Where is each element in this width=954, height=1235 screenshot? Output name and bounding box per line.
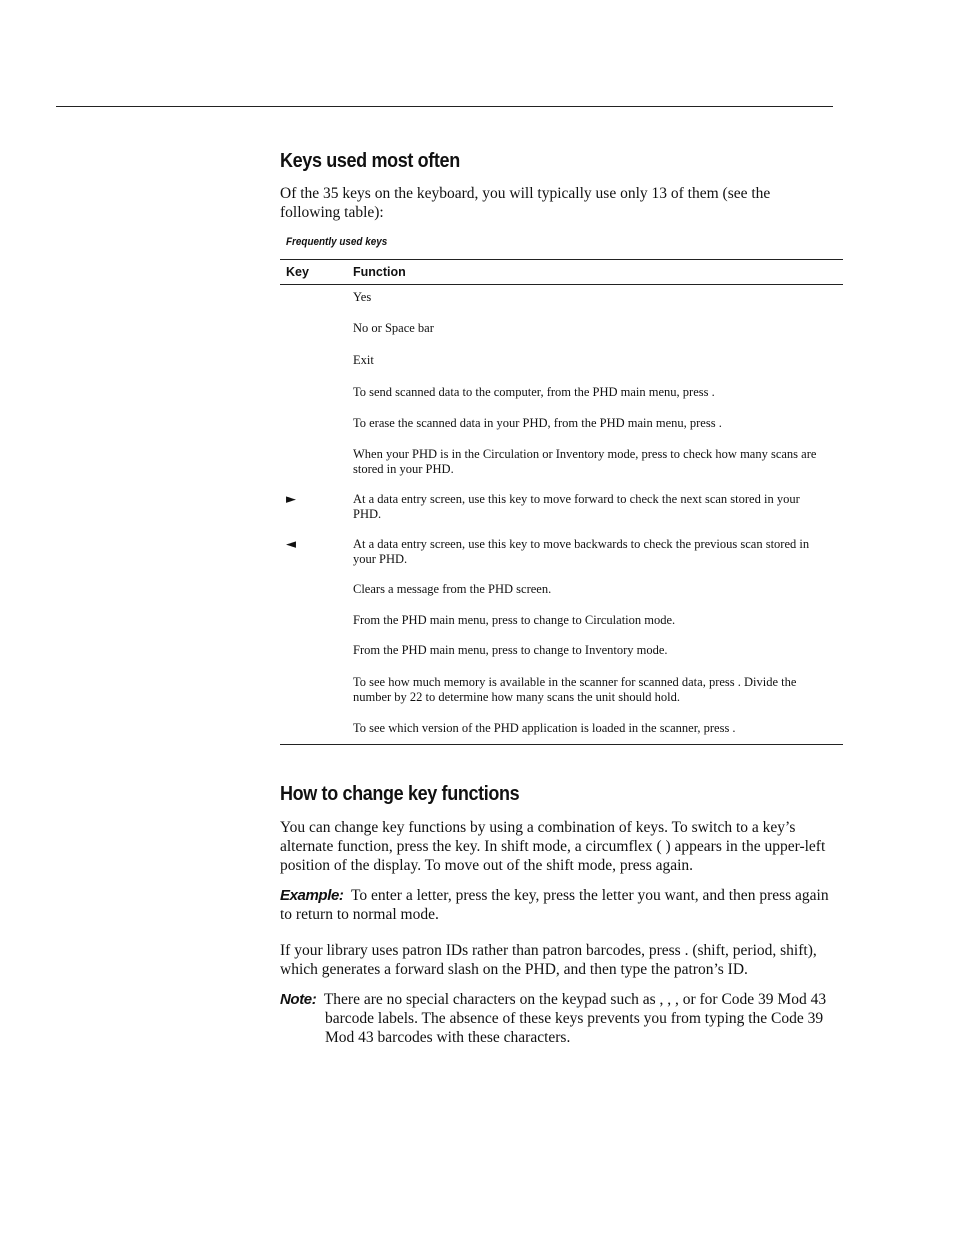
example-paragraph [280,886,830,924]
key-cell [280,705,353,745]
key-cell [280,597,353,628]
table-row [280,705,843,745]
note-block [280,990,843,1047]
example-text: To enter a letter, press the key, press the letter you want, and then press again to return to normal mode. [280,887,829,923]
table-row [280,368,843,400]
note-text: There are no special characters on the keypad such as , , , or for Code 39 Mod 43 barcode labels. The absence of these keys prevents you from typing the Code 39 Mod 43 barcodes with these characters. [323,991,827,1046]
function-cell: When your PHD is in the Circulation or Inventory mode, press to check how many scans are stored in your PHD. [353,447,817,476]
table-row [280,400,843,431]
key-cell [280,336,353,368]
key-cell [280,285,353,306]
function-cell: At a data entry screen, use this key to move forward to check the next scan stored in your PHD. [353,492,800,521]
key-cell [280,400,353,431]
table-row [280,285,843,306]
table-row [280,336,843,368]
table-row [280,567,843,597]
function-cell: From the PHD main menu, press to change to Inventory mode. [353,643,668,657]
header-rule [56,106,833,107]
key-cell [280,431,353,477]
arrow-right-icon: ► [286,492,296,507]
function-cell: To erase the scanned data in your PHD, from the PHD main menu, press . [353,416,722,430]
function-cell: No or Space bar [353,321,434,335]
column-header-key: Key [286,265,309,279]
key-cell [280,628,353,658]
example-label: Example: [280,887,344,904]
table-row [280,658,843,705]
note-label: Note: [280,991,317,1008]
function-cell: To see which version of the PHD application is loaded in the scanner, press . [353,721,736,735]
table-caption: Frequently used keys [286,236,388,248]
patron-id-paragraph: If your library uses patron IDs rather than patron barcodes, press . (shift, period, shift), which generates a forward slash on the PHD, and then type the patron’s ID. [280,942,817,978]
function-cell: At a data entry screen, use this key to move backwards to check the previous scan stored in your PHD. [353,537,810,566]
column-header-function: Function [353,265,406,279]
page-content [280,150,843,1047]
function-cell: From the PHD main menu, press to change to Circulation mode. [353,613,676,627]
table-row [280,431,843,477]
function-cell: Exit [353,353,374,367]
key-cell [280,567,353,597]
key-cell [280,305,353,336]
table-row [280,597,843,628]
table-header-row [280,260,843,285]
section-heading-change-key-functions: How to change key functions [280,783,520,805]
key-cell [280,658,353,705]
frequently-used-keys-table [280,259,843,745]
function-cell: Yes [353,290,372,304]
section-heading-keys-used: Keys used most often [280,150,460,172]
change-keys-paragraph: You can change key functions by using a combination of keys. To switch to a key’s alternate function, press the key. In shift mode, a circumflex ( ) appears in the upper-left position of the display. To move out of the shift mode, press again. [280,819,826,874]
table-row [280,477,843,522]
function-cell: To see how much memory is available in the scanner for scanned data, press . Divide the number by 22 to determine how many scans the unit should hold. [353,675,797,704]
arrow-left-icon: ◄ [286,537,296,552]
key-cell [280,368,353,400]
function-cell: To send scanned data to the computer, from the PHD main menu, press . [353,385,715,399]
function-cell: Clears a message from the PHD screen. [353,582,552,596]
table-row [280,522,843,567]
table-row [280,305,843,336]
intro-paragraph: Of the 35 keys on the keyboard, you will typically use only 13 of them (see the following table): [280,185,771,221]
table-row [280,628,843,658]
note-paragraph [280,990,840,1047]
